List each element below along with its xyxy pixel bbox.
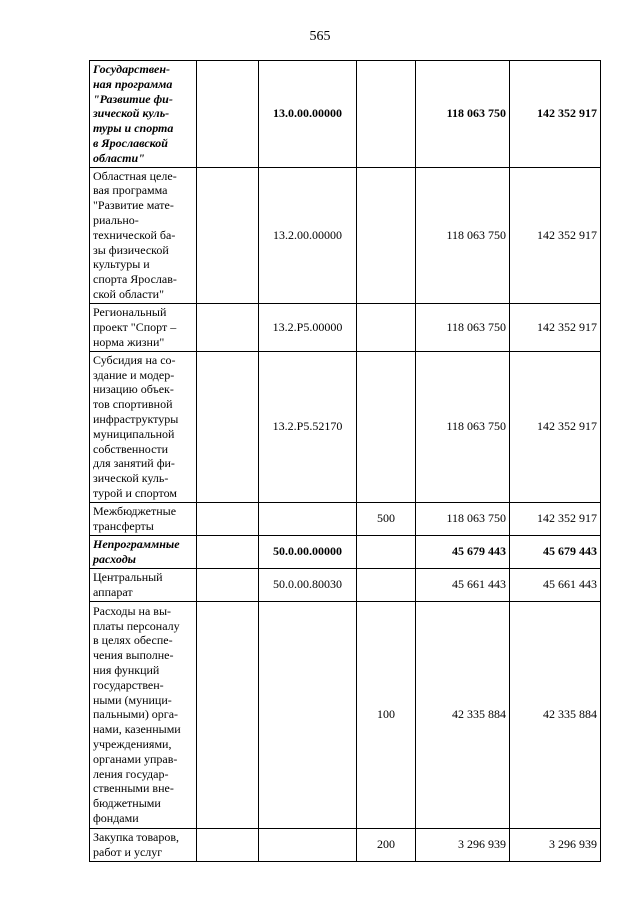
item-name: Областная целе- вая программа "Развитие мате- риально- технической ба- зы физической культуры и спорта Ярослав- ской области" (90, 167, 197, 303)
page-number: 565 (309, 29, 331, 44)
table-row (90, 535, 601, 568)
amount-year-2: 42 335 884 (510, 601, 601, 828)
empty-cell (197, 502, 259, 535)
expense-type (357, 167, 416, 303)
table-row (90, 568, 601, 601)
amount-year-1: 45 679 443 (416, 535, 510, 568)
budget-table (89, 60, 601, 862)
item-name: Межбюджетные трансферты (90, 502, 197, 535)
amount-year-1: 3 296 939 (416, 828, 510, 861)
expense-type: 200 (357, 828, 416, 861)
amount-year-1: 118 063 750 (416, 303, 510, 351)
amount-year-1: 118 063 750 (416, 167, 510, 303)
empty-cell (197, 601, 259, 828)
expense-type: 100 (357, 601, 416, 828)
amount-year-2: 3 296 939 (510, 828, 601, 861)
target-code (259, 828, 357, 861)
empty-cell (197, 828, 259, 861)
expense-type (357, 535, 416, 568)
amount-year-1: 118 063 750 (416, 502, 510, 535)
item-name: Государствен- ная программа "Развитие фи- зической куль- туры и спорта в Ярославской области" (90, 61, 197, 168)
empty-cell (197, 351, 259, 502)
target-code: 50.0.00.00000 (259, 535, 357, 568)
amount-year-1: 42 335 884 (416, 601, 510, 828)
item-name: Региональный проект "Спорт – норма жизни" (90, 303, 197, 351)
table-row (90, 351, 601, 502)
item-name: Субсидия на со- здание и модер- низацию объек- тов спортивной инфраструктуры муниципальной собственности для занятий фи- зической куль- турой и спортом (90, 351, 197, 502)
target-code: 13.0.00.00000 (259, 61, 357, 168)
target-code (259, 502, 357, 535)
target-code: 13.2.P5.00000 (259, 303, 357, 351)
expense-type (357, 351, 416, 502)
target-code (259, 601, 357, 828)
expense-type (357, 303, 416, 351)
table-row (90, 61, 601, 168)
amount-year-1: 118 063 750 (416, 351, 510, 502)
amount-year-2: 142 352 917 (510, 502, 601, 535)
amount-year-1: 118 063 750 (416, 61, 510, 168)
expense-type (357, 568, 416, 601)
item-name: Центральный аппарат (90, 568, 197, 601)
empty-cell (197, 303, 259, 351)
amount-year-2: 142 352 917 (510, 351, 601, 502)
table-row (90, 502, 601, 535)
item-name: Расходы на вы- платы персоналу в целях обеспе- чения выполне- ния функций государствен- ными (муници- пальными) орга- нами, казенными учреждениями, органами управ- ления государ- ственными вне- бюджетными фондами (90, 601, 197, 828)
amount-year-2: 142 352 917 (510, 61, 601, 168)
table-row (90, 167, 601, 303)
item-name: Непрограммные расходы (90, 535, 197, 568)
amount-year-2: 45 661 443 (510, 568, 601, 601)
table-row (90, 828, 601, 861)
empty-cell (197, 61, 259, 168)
target-code: 50.0.00.80030 (259, 568, 357, 601)
amount-year-2: 142 352 917 (510, 303, 601, 351)
empty-cell (197, 167, 259, 303)
amount-year-1: 45 661 443 (416, 568, 510, 601)
expense-type (357, 61, 416, 168)
target-code: 13.2.P5.52170 (259, 351, 357, 502)
item-name: Закупка товаров, работ и услуг (90, 828, 197, 861)
amount-year-2: 142 352 917 (510, 167, 601, 303)
table-row (90, 601, 601, 828)
empty-cell (197, 568, 259, 601)
target-code: 13.2.00.00000 (259, 167, 357, 303)
amount-year-2: 45 679 443 (510, 535, 601, 568)
empty-cell (197, 535, 259, 568)
expense-type: 500 (357, 502, 416, 535)
table-row (90, 303, 601, 351)
